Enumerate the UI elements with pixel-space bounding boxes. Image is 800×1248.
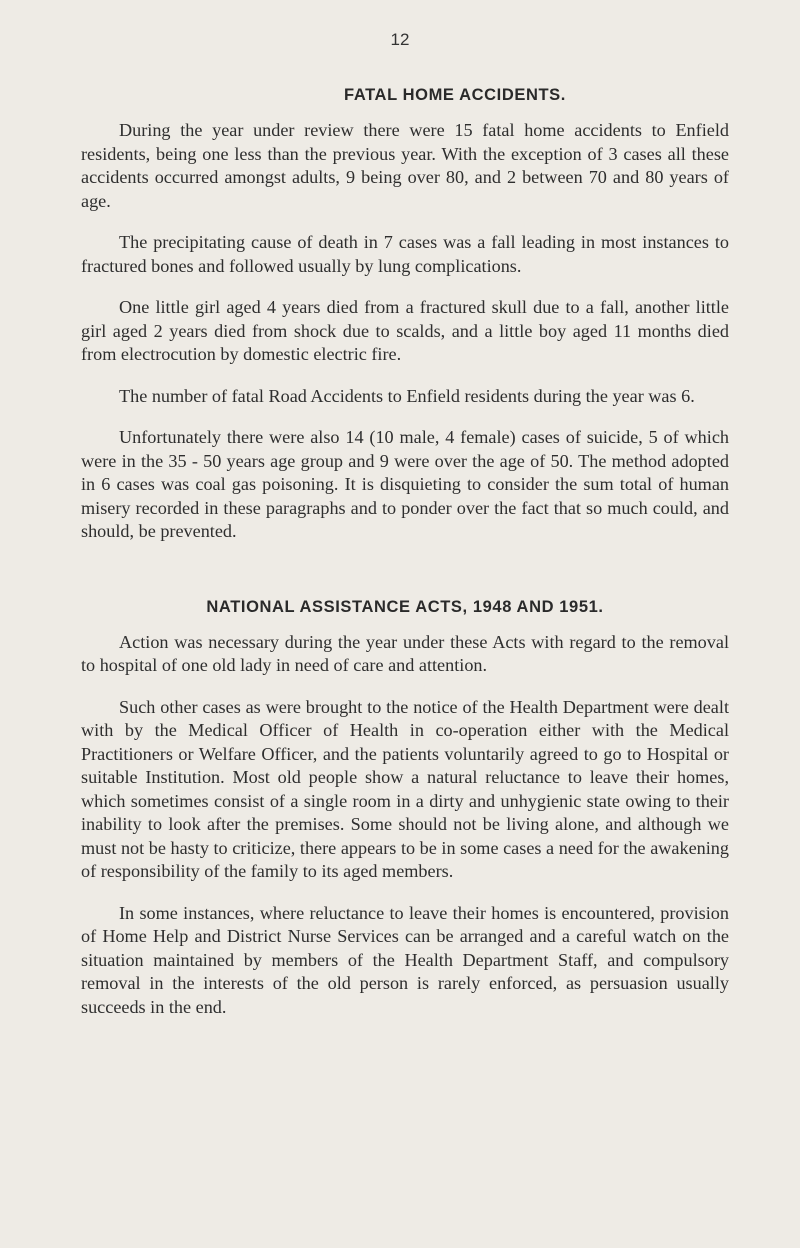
section-heading-national-assistance-acts: NATIONAL ASSISTANCE ACTS, 1948 AND 1951. (206, 597, 604, 616)
paragraph: During the year under review there were 15 fatal home accidents to Enfield residents, being one less than the previous year. With the exception of 3 cases all these accidents occurred amongst adults, 9 being over 80, and 2 between 70 and 80 years of age. (81, 120, 729, 211)
paragraph: Unfortunately there were also 14 (10 male, 4 female) cases of suicide, 5 of which were in the 35 - 50 years age group and 9 were over the age of 50. The method adopted in 6 cases was coal gas poisoning. It is disquieting to consider the sum total of human misery recorded in these paragraphs and to ponder over the fact that so much could, and should, be prevented. (81, 427, 729, 541)
paragraph: In some instances, where reluctance to leave their homes is encountered, provision of Home Help and District Nurse Services can be arranged and a careful watch on the situation maintained by members of the Health Department Staff, and compulsory removal in the interests of the old person is rarely enforced, as persuasion usually succeeds in the end. (81, 902, 729, 1017)
paragraph: Action was necessary during the year under these Acts with regard to the removal to hospital of one old lady in need of care and attention. (81, 631, 729, 675)
page-number: 12 (390, 30, 410, 49)
paragraph: One little girl aged 4 years died from a fractured skull due to a fall, another little girl aged 2 years died from shock due to scalds, and a little boy aged 11 months died from electrocution by domestic electric fire. (81, 297, 729, 364)
paragraph: The precipitating cause of death in 7 cases was a fall leading in most instances to fractured bones and followed usually by lung complications. (81, 232, 729, 276)
section-heading-fatal-home-accidents: FATAL HOME ACCIDENTS. (344, 86, 566, 104)
page-content (81, 86, 729, 1019)
paragraph: The number of fatal Road Accidents to Enfield residents during the year was 6. (119, 385, 695, 406)
paragraph: Such other cases as were brought to the notice of the Health Department were dealt with by the Medical Officer of Health in co-operation either with the Medical Practitioners or Welfare Officer, and the patients voluntarily agreed to go to Hospital or suitable Institution. Most old people show a natural reluctance to leave their homes, which sometimes consist of a single room in a dirty and unhygienic state owing to their inability to look after the premises. Some should not be living alone, and although we must not be hasty to criticize, there appears to be in some cases a need for the awakening of responsibility of the family to its aged members. (81, 696, 729, 881)
